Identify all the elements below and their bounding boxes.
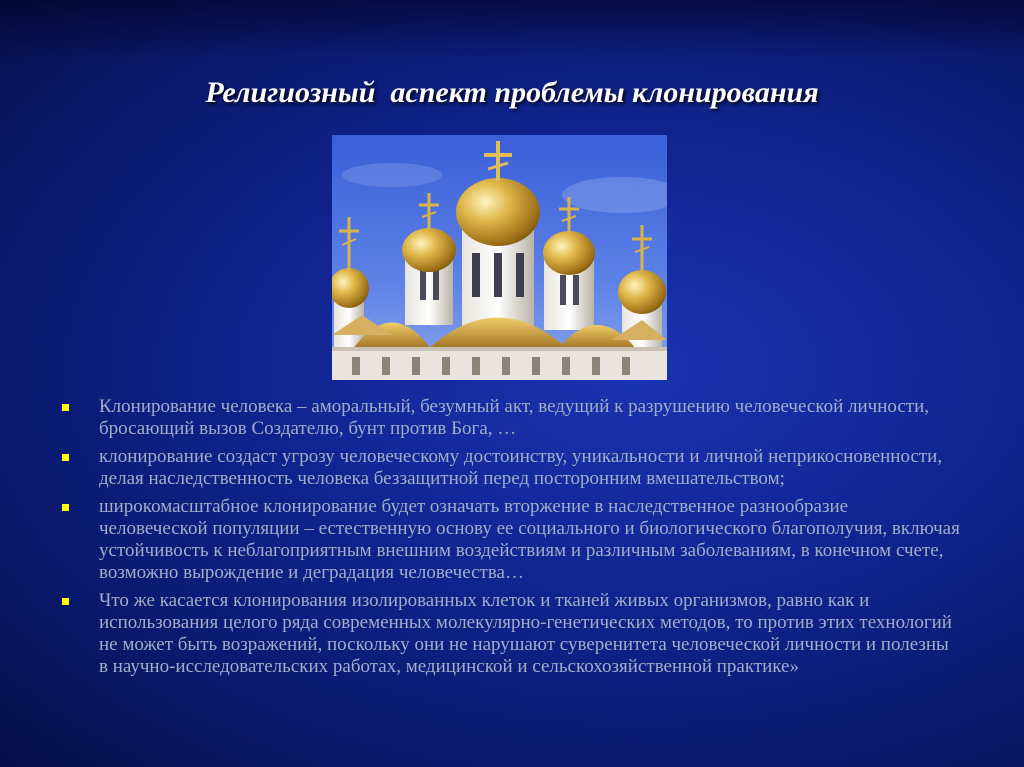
- bullet-item: [60, 446, 960, 490]
- bullet-marker: [62, 404, 69, 411]
- bullet-marker: [62, 598, 69, 605]
- bullet-marker: [62, 504, 69, 511]
- bullet-item: [60, 590, 960, 678]
- bullet-text: Что же касается клонирования изолированных клеток и тканей живых организмов, равно как и использования целого ряда современных молекулярно-генетических методов, то против этих технологий не может быть возражений, поскольку они не нарушают суверенитета человеческой личности и полезны в научно-исследовательских работах, медицинской и сельскохозяйственной практике»: [99, 590, 952, 677]
- cathedral-photo: [332, 135, 667, 380]
- bullet-text: широкомасштабное клонирование будет означать вторжение в наследственное разнообразие человеческой популяции – естественную основу ее социального и биологического благополучия, включая устойчивость к неблагоприятным внешним воздействиям и различным заболеваниям, в конечном счете, возможно вырождение и деградация человечества…: [99, 496, 960, 583]
- bullet-text: Клонирование человека – аморальный, безумный акт, ведущий к разрушению человеческой личности, бросающий вызов Создателю, бунт против Бога, …: [99, 396, 930, 439]
- bullet-text: клонирование создаст угрозу человеческому достоинству, уникальности и личной неприкосновенности, делая наследственность человека беззащитной перед посторонним вмешательством;: [99, 446, 943, 489]
- bullet-item: [60, 396, 960, 440]
- slide-title: Религиозный аспект проблемы клонирования: [205, 76, 819, 109]
- bullet-item: [60, 496, 960, 584]
- bullet-marker: [62, 454, 69, 461]
- bullet-list: [60, 396, 960, 684]
